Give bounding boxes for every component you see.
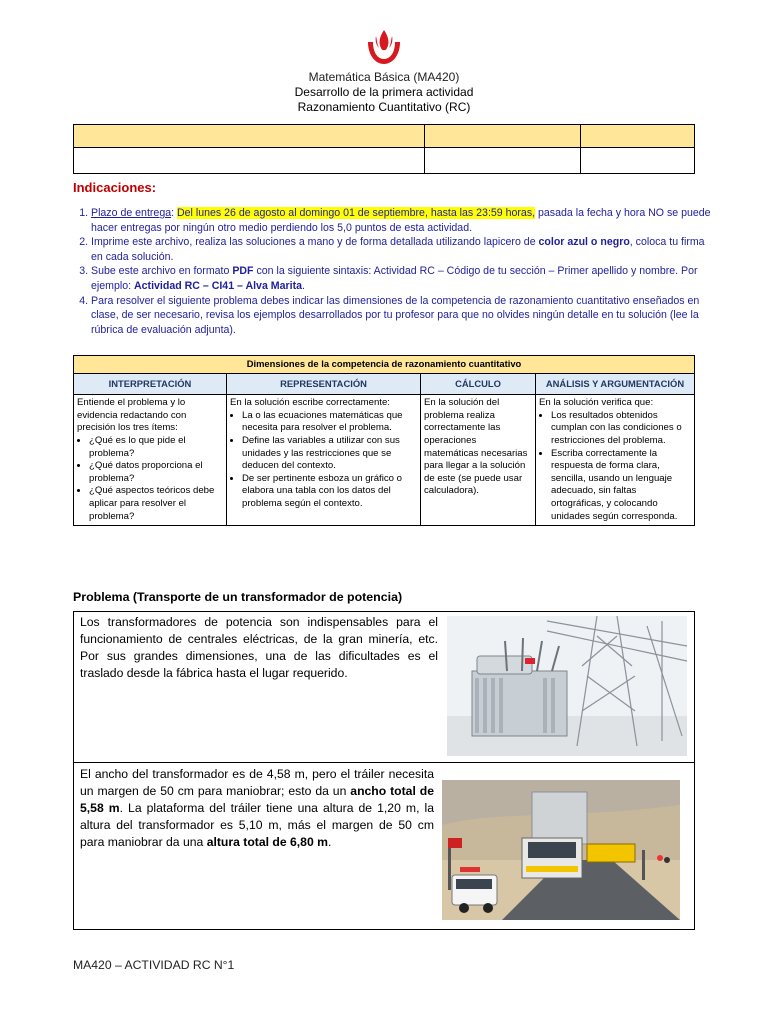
dimensions-caption: Dimensiones de la competencia de razonamiento cuantitativo: [74, 356, 695, 374]
trailer-transport-photo: [442, 780, 680, 920]
item-bold: PDF: [232, 265, 254, 278]
deadline-text: pasada la fecha y hora NO se puede hacer entregas por ningún otro medio perdiendo los 5,0 puntos de esta actividad.: [91, 207, 711, 234]
list-item: • ¿Qué es lo que pide el problema?: [89, 435, 223, 460]
deadline-label: Plazo de entrega: [91, 207, 172, 219]
list-item: • Define las variables a utilizar con sus unidades y las restricciones que se deducen del contexto.: [242, 435, 417, 473]
list-item: • Escriba correctamente la respuesta de forma clara, sencilla, usando un lenguaje adecuado, sin faltas ortográficas, y colocando unidades según corresponda.: [551, 448, 691, 524]
list-item: [91, 264, 714, 293]
column-header: REPRESENTACIÓN: [227, 373, 421, 395]
column-header: CÁLCULO: [421, 373, 536, 395]
info-input-cell[interactable]: [425, 148, 581, 174]
paragraph-text: .: [327, 835, 332, 849]
cell-intro: En la solución escribe correctamente:: [230, 397, 390, 409]
list-item: • La o las ecuaciones matemáticas que necesita para resolver el problema.: [242, 410, 417, 435]
course-title: Matemática Básica (MA420): [308, 70, 460, 84]
list-item: [91, 294, 714, 338]
indicaciones-list: [73, 206, 714, 337]
total-height: altura total de 6,80 m: [206, 835, 328, 849]
problem-paragraph-1: Los transformadores de potencia son indispensables para el funcionamiento de centrales eléctricas, de la gran minería, etc. Por sus grandes dimensiones, una de las dificultades es el traslado desde la fábrica hasta el lugar requerido.: [80, 615, 438, 680]
info-header-cell: [581, 125, 695, 148]
total-width: ancho total de 5,58 m: [80, 784, 434, 815]
page-footer: MA420 – ACTIVIDAD RC N°1: [73, 958, 235, 972]
paragraph-text: . La plataforma del tráiler tiene una altura de 1,20 m, la altura del transformador es 5,10 m, más el margen de 50 cm para maniobrar da una: [80, 801, 434, 849]
deadline-colon: :: [171, 207, 177, 219]
cell-intro: En la solución del problema realiza correctamente las operaciones matemáticas necesarias para llegar a la solución de este (se puede usar calculadora).: [424, 397, 528, 497]
upc-logo-icon: [364, 28, 404, 66]
problem-box-1: [73, 611, 695, 763]
item-text: Para resolver el siguiente problema debes indicar las dimensiones de la competencia de razonamiento cuantitativo enseñados en clase, de ser necesario, revisa los ejemplos desarrollados por tu profesor para que no olvides ningún detalle en tu solución (lee la rúbrica de evaluación adjunta).: [91, 294, 700, 336]
list-item: [91, 206, 714, 235]
power-transformer-photo: [447, 616, 687, 756]
paragraph-text: El ancho del transformador es de 4,58 m, pero el tráiler necesita un margen de 50 cm para maniobrar; esto da un: [80, 767, 434, 798]
dimensions-table: [73, 355, 695, 526]
item-bold: negro: [600, 236, 630, 249]
list-item: [91, 235, 714, 264]
calculo-cell: [421, 395, 536, 526]
problem-box-2: [73, 763, 695, 930]
problem-title: Problema (Transporte de un transformador de potencia): [73, 590, 403, 604]
representacion-cell: [227, 395, 421, 526]
info-input-cell[interactable]: [74, 148, 425, 174]
item-text: con la siguiente sintaxis: Actividad RC – Código de tu sección – Primer apellido y nombre. Por ejemplo:: [91, 265, 698, 292]
column-header: INTERPRETACIÓN: [74, 373, 227, 395]
subject-title: Razonamiento Cuantitativo (RC): [297, 100, 471, 114]
info-input-cell[interactable]: [581, 148, 695, 174]
activity-title: Desarrollo de la primera actividad: [294, 85, 474, 99]
problem-paragraph-2: [80, 766, 434, 851]
item-text: Sube este archivo en formato: [91, 265, 233, 278]
list-item: • De ser pertinente esboza un gráfico o elabora una tabla con los datos del problema según el contexto.: [242, 473, 417, 511]
list-item: • ¿Qué datos proporciona el problema?: [89, 460, 223, 485]
info-header-cell: [425, 125, 581, 148]
interpretacion-cell: [74, 395, 227, 526]
cell-intro: En la solución verifica que:: [539, 397, 654, 409]
item-bold: Actividad RC – CI41 – Alva Marita: [134, 279, 302, 292]
info-header-cell: [74, 125, 425, 148]
list-item: • ¿Qué aspectos teóricos debe aplicar para resolver el problema?: [89, 485, 223, 523]
item-bold: color azul o: [538, 236, 598, 249]
column-header: ANÁLISIS Y ARGUMENTACIÓN: [536, 373, 695, 395]
item-text: .: [302, 279, 305, 292]
cell-intro: Entiende el problema y lo evidencia redactando con precisión los tres ítems:: [77, 397, 187, 434]
student-info-table: [73, 124, 695, 174]
deadline-highlight: Del lunes 26 de agosto al domingo 01 de septiembre, hasta las 23:59 horas,: [177, 207, 536, 219]
item-text: , coloca tu firma en cada solución.: [91, 236, 705, 263]
indicaciones-title: Indicaciones:: [73, 180, 157, 195]
analisis-cell: [536, 395, 695, 526]
list-item: • Los resultados obtenidos cumplan con las condiciones o restricciones del problema.: [551, 410, 691, 448]
item-text: Imprime este archivo, realiza las soluciones a mano y de forma detallada utilizando lapicero de: [91, 236, 539, 249]
